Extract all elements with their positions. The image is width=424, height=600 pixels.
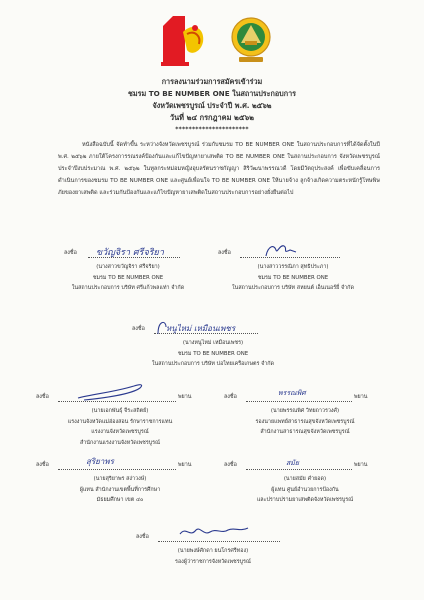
- signature-7-script: [284, 454, 324, 470]
- signature-block-5: [220, 388, 390, 438]
- header-province-year: จังหวัดเพชรบูรณ์ ประจำปี พ.ศ. ๒๕๖๒: [152, 101, 272, 110]
- signature-block-4: [30, 388, 210, 448]
- signature-6-script: [84, 452, 132, 470]
- signature-5-script: [276, 384, 332, 400]
- logos: [0, 12, 424, 70]
- witness-label: พยาน: [354, 393, 368, 400]
- signatory-7-name: (นายสมัย คำยอด): [283, 476, 327, 482]
- signatory-6-role: ผู้แทน สำนักงานเขตพื้นที่การศึกษา: [79, 486, 161, 493]
- sign-label: ลงชื่อ: [218, 249, 231, 256]
- svg-text:สุริยาพร: สุริยาพร: [86, 457, 114, 466]
- header-title: การลงนามร่วมการสมัครเข้าร่วม: [161, 77, 263, 86]
- signature-block-8: [118, 528, 308, 567]
- signatory-7-org: และปราบปรามยาเสพติดจังหวัดเพชรบูรณ์: [256, 497, 354, 503]
- header-date: วันที่ ๒๔ กรกฎาคม ๒๕๖๒: [169, 113, 255, 122]
- signatory-4-org: สำนักงานแรงงานจังหวัดเพชรบูรณ์: [79, 439, 161, 446]
- signature-block-3: [128, 320, 298, 370]
- sign-label: ลงชื่อ: [136, 533, 149, 540]
- witness-label: พยาน: [178, 461, 192, 468]
- signatory-1-name: (นางสาวขวัญจิรา ศรีจริยา): [96, 264, 160, 270]
- header-club: ชมรม TO BE NUMBER ONE ในสถานประกอบการ: [128, 89, 296, 98]
- witness-label: พยาน: [354, 461, 368, 468]
- document-header: [0, 76, 424, 136]
- signature-1-script: [94, 244, 174, 258]
- svg-text:พรรณพิศ: พรรณพิศ: [278, 389, 306, 397]
- signatory-4-title: แรงงานจังหวัดเพชรบูรณ์: [91, 429, 149, 435]
- signatory-2-role: ชมรม TO BE NUMBER ONE: [257, 274, 329, 281]
- signatory-5-role: รองนายแพทย์สาธารณสุขจังหวัดเพชรบูรณ์: [255, 418, 355, 425]
- sign-label: ลงชื่อ: [224, 461, 237, 468]
- svg-text:สมัย: สมัย: [286, 459, 299, 467]
- signatory-2-org: ในสถานประกอบการ บริษัท สหยนต์ เอ็นเนอร์ยี่ จำกัด: [232, 285, 354, 291]
- province-seal-logo: [231, 15, 271, 65]
- signature-8-script: [176, 522, 254, 542]
- signatory-3-name: (นางหนูไหม่ เหมือนเพชร): [182, 340, 244, 346]
- signatory-1-org: ในสถานประกอบการ บริษัท ศรีแก้วพลแท่า จำกัด: [71, 285, 185, 291]
- signatory-5-name: (นายพรรณพิศ วิทยถาวรวงศ์): [270, 408, 340, 414]
- signatory-6-org: มัธยมศึกษา เขต ๔๐: [96, 497, 144, 503]
- to-be-number-one-logo: [157, 12, 209, 70]
- signature-2-script: [262, 240, 302, 260]
- sign-label: ลงชื่อ: [64, 249, 77, 256]
- svg-text:ขวัญจิรา ศรีจริยา: ขวัญจิรา ศรีจริยา: [96, 248, 164, 258]
- body-paragraph: [58, 139, 380, 199]
- signatory-6-name: (นายสุริยาพร สง่าวงษ์): [93, 476, 147, 482]
- sign-label: ลงชื่อ: [224, 393, 237, 400]
- signature-line: [246, 401, 352, 402]
- svg-text:หนูไหม่ เหมือนเพชร: หนูไหม่ เหมือนเพชร: [166, 324, 236, 333]
- signatory-7-role: ผู้แทน ศูนย์อำนวยการป้องกัน: [271, 486, 339, 493]
- signatory-2-name: (นางสาววรรณิภา สุทธิประภา): [257, 264, 329, 270]
- header-divider: **********************: [175, 126, 249, 133]
- signature-block-6: [30, 456, 210, 506]
- signatory-1-role: ชมรม TO BE NUMBER ONE: [92, 274, 164, 281]
- signatory-8-name: (นายพงษ์ศักดา ยนโกรศรีทอง): [177, 548, 249, 554]
- signatory-4-name: (นายเอกพันธุ์ จีระสถิตย์): [91, 408, 149, 414]
- sign-label: ลงชื่อ: [132, 325, 145, 332]
- body-text: หนังสือฉบับนี้ จัดทำขึ้น ระหว่างจังหวัดเพชรบูรณ์ ร่วมกับชมรม TO BE NUMBER ONE ในสถานประกอบการที่ได้จัดตั้งในปี พ.ศ. ๒๕๖๒ ภายใต้โครงการรณรงค์ป้องกันและแก้ไขปัญหายาเสพติด TO BE NUMBER ONE ในสถานประกอบการ จังหวัดเพชรบูรณ์ ประจำปีงบประมาณ พ.ศ. ๒๕๖๒ ในทูลกระหม่อมหญิงอุบลรัตนราชกัญญา สิริวัฒนาพรรณวดี โดยมีวัตถุประสงค์ เพื่อขับเคลื่อนการดำเนินการของชมรม TO BE NUMBER ONE และศูนย์เพื่อนใจ TO BE NUMBER ONE ให้นายจ้าง ลูกจ้างเกิดความตระหนักรู้โทษพิษภัยของยาเสพติด และร่วมกันป้องกันและแก้ไขปัญหายาเสพติดในสถานประกอบการอย่างยั่งยืนต่อไป: [58, 142, 380, 196]
- signature-block-7: [220, 456, 390, 506]
- signature-4-script: [74, 380, 158, 402]
- signature-block-1: [58, 244, 198, 294]
- signatory-3-role: ชมรม TO BE NUMBER ONE: [177, 350, 249, 357]
- signatory-4-role: แรงงานจังหวัดแม่ฮ่องสอน รักษาราชการแทน: [67, 418, 173, 425]
- signatory-8-role: รองผู้ว่าราชการจังหวัดเพชรบูรณ์: [175, 558, 251, 565]
- signature-block-2: [218, 244, 368, 294]
- signatory-5-org: สำนักงานสาธารณสุขจังหวัดเพชรบูรณ์: [260, 429, 350, 435]
- sign-label: ลงชื่อ: [36, 461, 49, 468]
- sign-label: ลงชื่อ: [36, 393, 49, 400]
- signature-3-script: [156, 318, 260, 336]
- witness-label: พยาน: [178, 393, 192, 400]
- signatory-3-org: ในสถานประกอบการ บริษัท บ่อไทยเครือเกษตร จำกัด: [151, 361, 275, 367]
